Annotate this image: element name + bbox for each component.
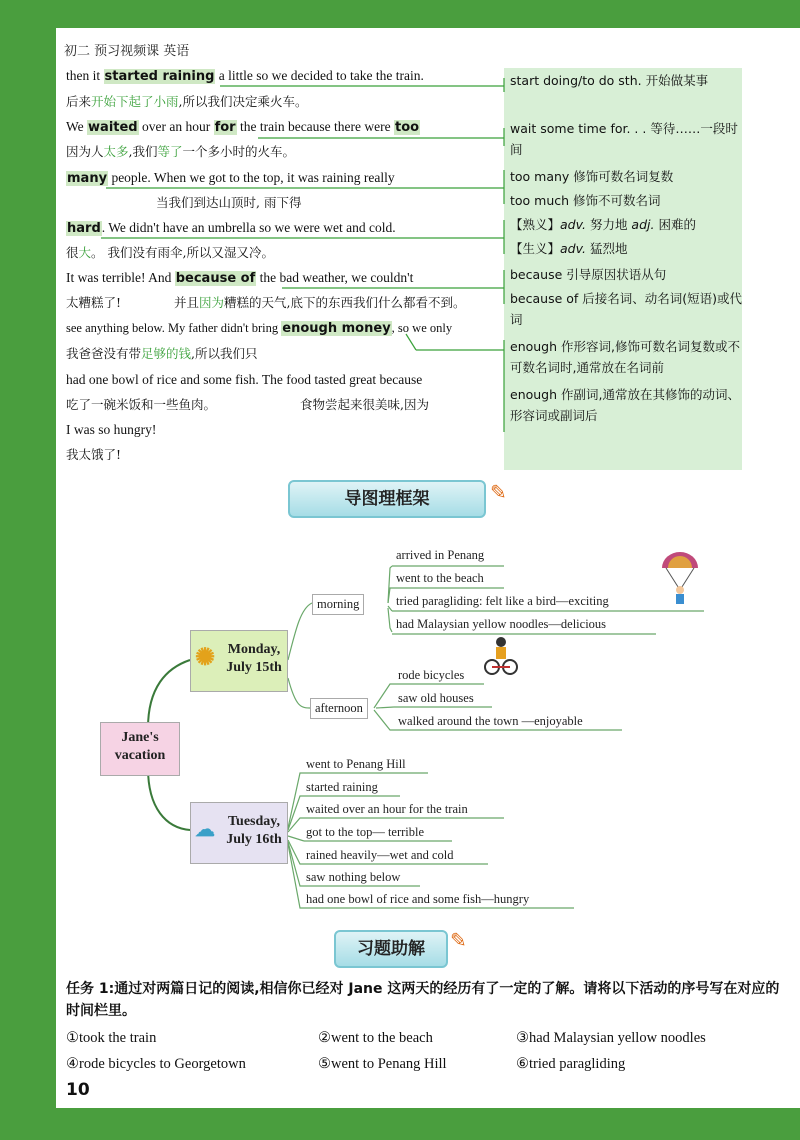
leaf-day2-6: saw nothing below bbox=[306, 870, 401, 884]
leaf-day2-2: started raining bbox=[306, 780, 378, 794]
passage-line-7: had one bowl of rice and some fish. The food tasted great because bbox=[66, 372, 423, 387]
phrase-started-raining: started raining bbox=[104, 69, 215, 84]
passage-zh-5b: 并且因为糟糕的天气,底下的东西我们什么都看不到。 bbox=[174, 295, 466, 310]
task-option-3: ③had Malaysian yellow noodles bbox=[516, 1030, 706, 1046]
task-option-4: ④rode bicycles to Georgetown bbox=[66, 1056, 246, 1072]
note-enough-adj: enough 作形容词,修饰可数名词复数或不可数名词时,通常放在名词前 bbox=[510, 339, 740, 375]
note-hard-rare: 【生义】adv. 猛烈地 bbox=[510, 241, 628, 256]
mindmap-lines bbox=[56, 28, 800, 1028]
task-option-1: ①took the train bbox=[66, 1030, 157, 1046]
note-too-many: too many 修饰可数名词复数 bbox=[510, 169, 674, 184]
passage-zh-6: 我爸爸没有带足够的钱,所以我们只 bbox=[66, 346, 258, 361]
passage-zh-7a: 吃了一碗米饭和一些鱼肉。 bbox=[66, 397, 217, 412]
note-started-raining: start doing/to do sth. 开始做某事 bbox=[510, 73, 709, 88]
leaf-afternoon-1: rode bicycles bbox=[398, 668, 465, 682]
leaf-morning-2: went to the beach bbox=[396, 571, 484, 585]
pencil-icon-2: ✎ bbox=[450, 928, 467, 952]
pencil-icon: ✎ bbox=[490, 480, 507, 504]
leaf-day2-5: rained heavily—wet and cold bbox=[306, 848, 454, 862]
cyclist-illustration bbox=[484, 634, 518, 676]
passage-zh-4: 很大。 我们没有雨伞,所以又湿又冷。 bbox=[66, 245, 274, 260]
sun-icon: ✺ bbox=[195, 645, 216, 671]
passage-zh-7b: 食物尝起来很美味,因为 bbox=[300, 397, 429, 412]
note-because: because 引导原因状语从句 bbox=[510, 267, 667, 282]
leaf-day2-7: had one bowl of rice and some fish—hungry bbox=[306, 892, 530, 906]
passage-line-6: see anything below. My father didn't bring enough money, so we only bbox=[66, 321, 453, 336]
mindmap-afternoon: afternoon bbox=[310, 698, 368, 719]
note-because-of: because of 后接名词、动名词(短语)或代词 bbox=[510, 291, 743, 327]
mindmap-root: Jane's vacation bbox=[100, 722, 180, 776]
passage-zh-8: 我太饿了! bbox=[66, 447, 122, 462]
leaf-morning-4: had Malaysian yellow noodles—delicious bbox=[396, 617, 607, 631]
leaf-afternoon-3: walked around the town —enjoyable bbox=[398, 714, 583, 728]
paraglider-illustration bbox=[658, 546, 702, 610]
leaf-afternoon-2: saw old houses bbox=[398, 691, 474, 705]
passage-line-4: hard. We didn't have an umbrella so we were wet and cold. bbox=[67, 220, 396, 236]
leaf-morning-3: tried paragliding: felt like a bird—exciting bbox=[396, 594, 609, 608]
task-option-6: ⑥tried paragliding bbox=[516, 1056, 626, 1072]
section-title-mindmap: 导图理框架 bbox=[288, 480, 486, 518]
note-enough-adv: enough 作副词,通常放在其修饰的动词、形容词或副词后 bbox=[510, 387, 740, 423]
leaf-morning-1: arrived in Penang bbox=[396, 548, 485, 562]
passage-zh-2: 因为人太多,我们等了一个多小时的火车。 bbox=[66, 144, 296, 159]
passage-line-2: We waited over an hour for the train because there were too bbox=[66, 119, 420, 135]
passage-line-3: many people. When we got to the top, it was raining really bbox=[67, 170, 395, 186]
leaf-day2-3: waited over an hour for the train bbox=[306, 802, 468, 816]
leaf-day2-1: went to Penang Hill bbox=[306, 757, 406, 771]
section-title-exercise: 习题助解 bbox=[334, 930, 448, 968]
mindmap-day1: ✺ Monday, July 15th bbox=[190, 630, 288, 692]
leaf-day2-4: got to the top— terrible bbox=[306, 825, 425, 839]
page-number: 10 bbox=[66, 1080, 90, 1100]
passage-zh-5a: 太糟糕了! bbox=[66, 295, 122, 310]
mindmap-day2: ☁ Tuesday, July 16th bbox=[190, 802, 288, 864]
passage-zh-1: 后来开始下起了小雨,所以我们决定乘火车。 bbox=[66, 94, 308, 109]
rain-cloud-icon: ☁ bbox=[195, 819, 215, 841]
mindmap-morning: morning bbox=[312, 594, 364, 615]
passage-zh-3: 当我们到达山顶时, 雨下得 bbox=[156, 195, 302, 210]
passage-line-1: then it started raining a little so we decided to take the train. bbox=[66, 68, 424, 84]
page bbox=[56, 28, 800, 1108]
note-hard-common: 【熟义】adv. 努力地 adj. 困难的 bbox=[510, 217, 696, 232]
note-waited-for: wait some time for. . . 等待……一段时间 bbox=[510, 121, 738, 157]
passage-line-8: I was so hungry! bbox=[66, 422, 157, 437]
task-option-5: ⑤went to Penang Hill bbox=[318, 1056, 447, 1072]
page-header: 初二 预习视频课 英语 bbox=[64, 44, 190, 59]
passage-line-5: It was terrible! And because of the bad weather, we couldn't bbox=[66, 270, 414, 286]
note-too-much: too much 修饰不可数名词 bbox=[510, 193, 661, 208]
task-instruction: 任务 1:通过对两篇日记的阅读,相信你已经对 Jane 这两天的经历有了一定的了解。请将以下活动的序号写在对应的时间栏里。 bbox=[66, 981, 780, 1019]
task-option-2: ②went to the beach bbox=[318, 1030, 433, 1046]
